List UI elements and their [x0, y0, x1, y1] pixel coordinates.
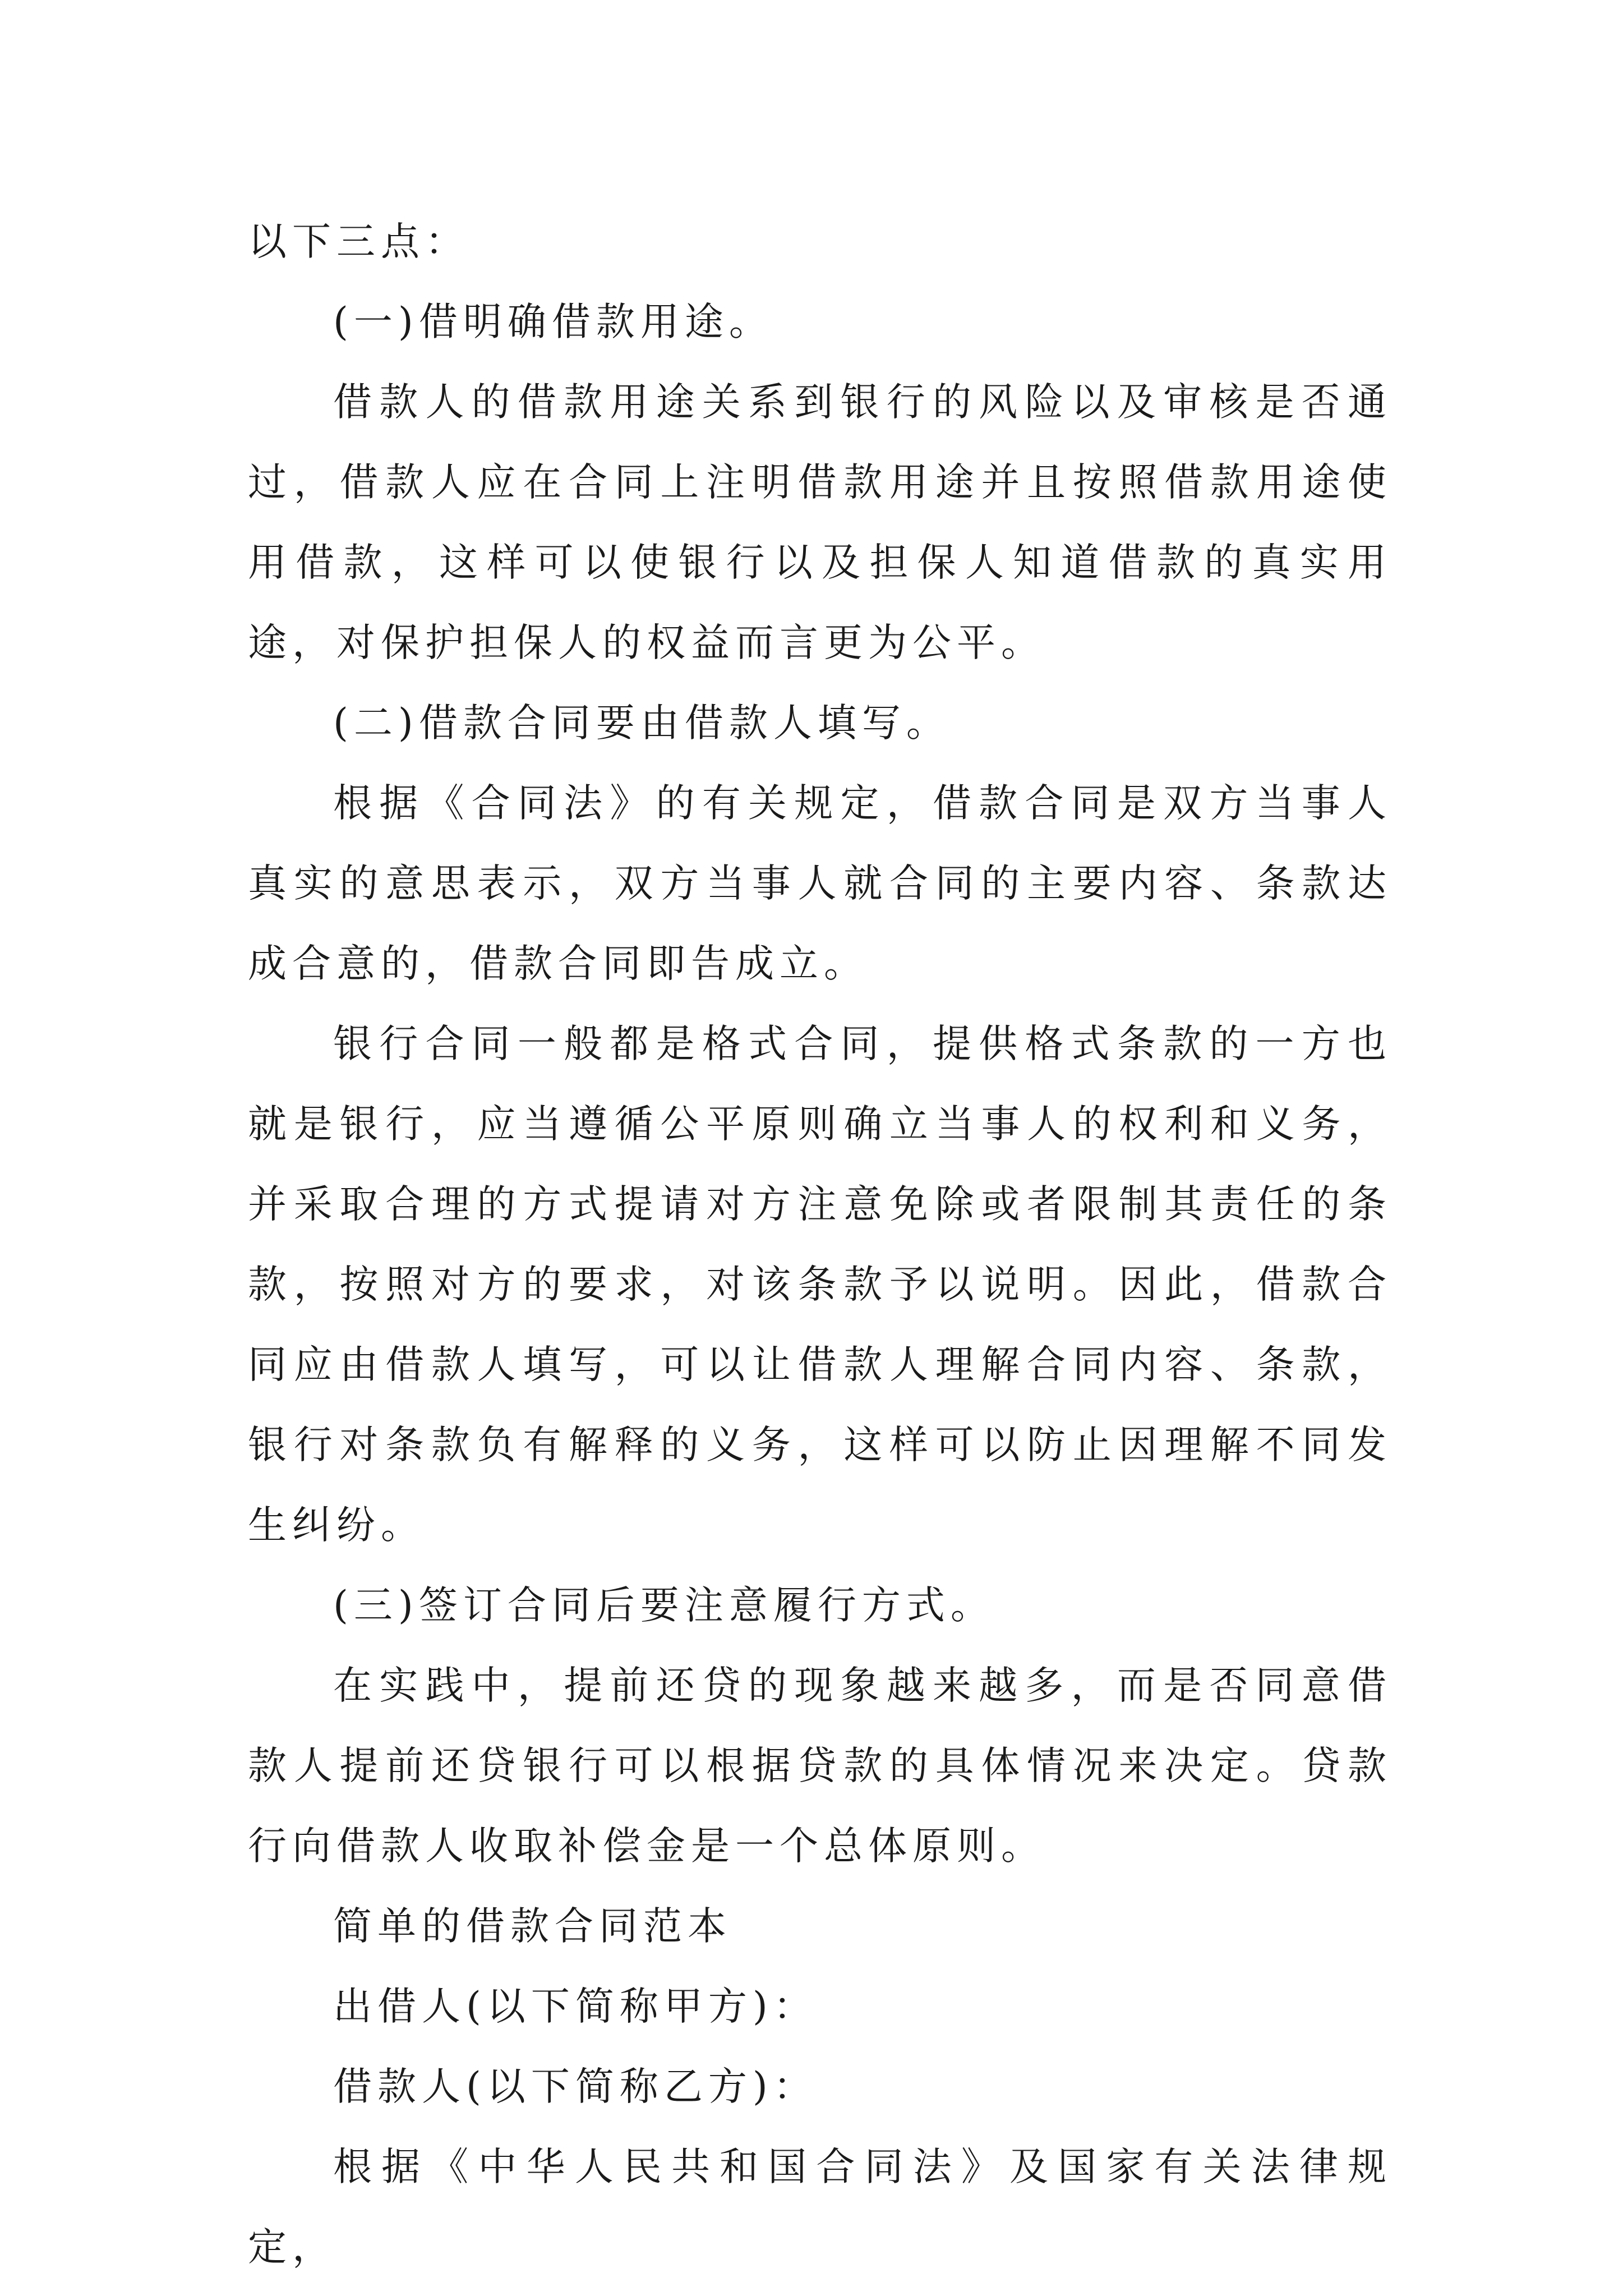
paragraph-point-one: 借款人的借款用途关系到银行的风险以及审核是否通过，借款人应在合同上注明借款用途并且按照借款用途使用借款，这样可以使银行以及担保人知道借款的真实用途，对保护担保人的权益而言更为公平。	[248, 380, 1392, 665]
borrower-line: 借款人(以下简称乙方)：	[333, 2064, 818, 2109]
document-body	[248, 202, 1392, 2288]
heading-point-two: (二)借款合同要由借款人填写。	[333, 701, 951, 746]
heading-point-one: (一)借明确借款用途。	[333, 300, 773, 344]
paragraph-point-two-a: 根据《合同法》的有关规定，借款合同是双方当事人真实的意思表示，双方当事人就合同的主要内容、条款达成合意的，借款合同即告成立。	[248, 781, 1392, 986]
paragraph-point-three: 在实践中，提前还贷的现象越来越多，而是否同意借款人提前还贷银行可以根据贷款的具体情况来决定。贷款行向借款人收取补偿金是一个总体原则。	[248, 1663, 1392, 1869]
contract-template-title: 简单的借款合同范本	[333, 1904, 732, 1949]
paragraph-point-two-b: 银行合同一般都是格式合同，提供格式条款的一方也就是银行，应当遵循公平原则确立当事人的权利和义务，并采取合理的方式提请对方注意免除或者限制其责任的条款，按照对方的要求，对该条款予以说明。因此，借款合同应由借款人填写，可以让借款人理解合同内容、条款，银行对条款负有解释的义务，这样可以防止因理解不同发生纠纷。	[248, 1022, 1392, 1548]
legal-basis-line: 根据《中华人民共和国合同法》及国家有关法律规定，	[248, 2145, 1392, 2270]
paragraph-intro: 以下三点：	[248, 219, 469, 264]
heading-point-three: (三)签订合同后要注意履行方式。	[333, 1583, 995, 1628]
lender-line: 出借人(以下简称甲方)：	[333, 1984, 818, 2029]
